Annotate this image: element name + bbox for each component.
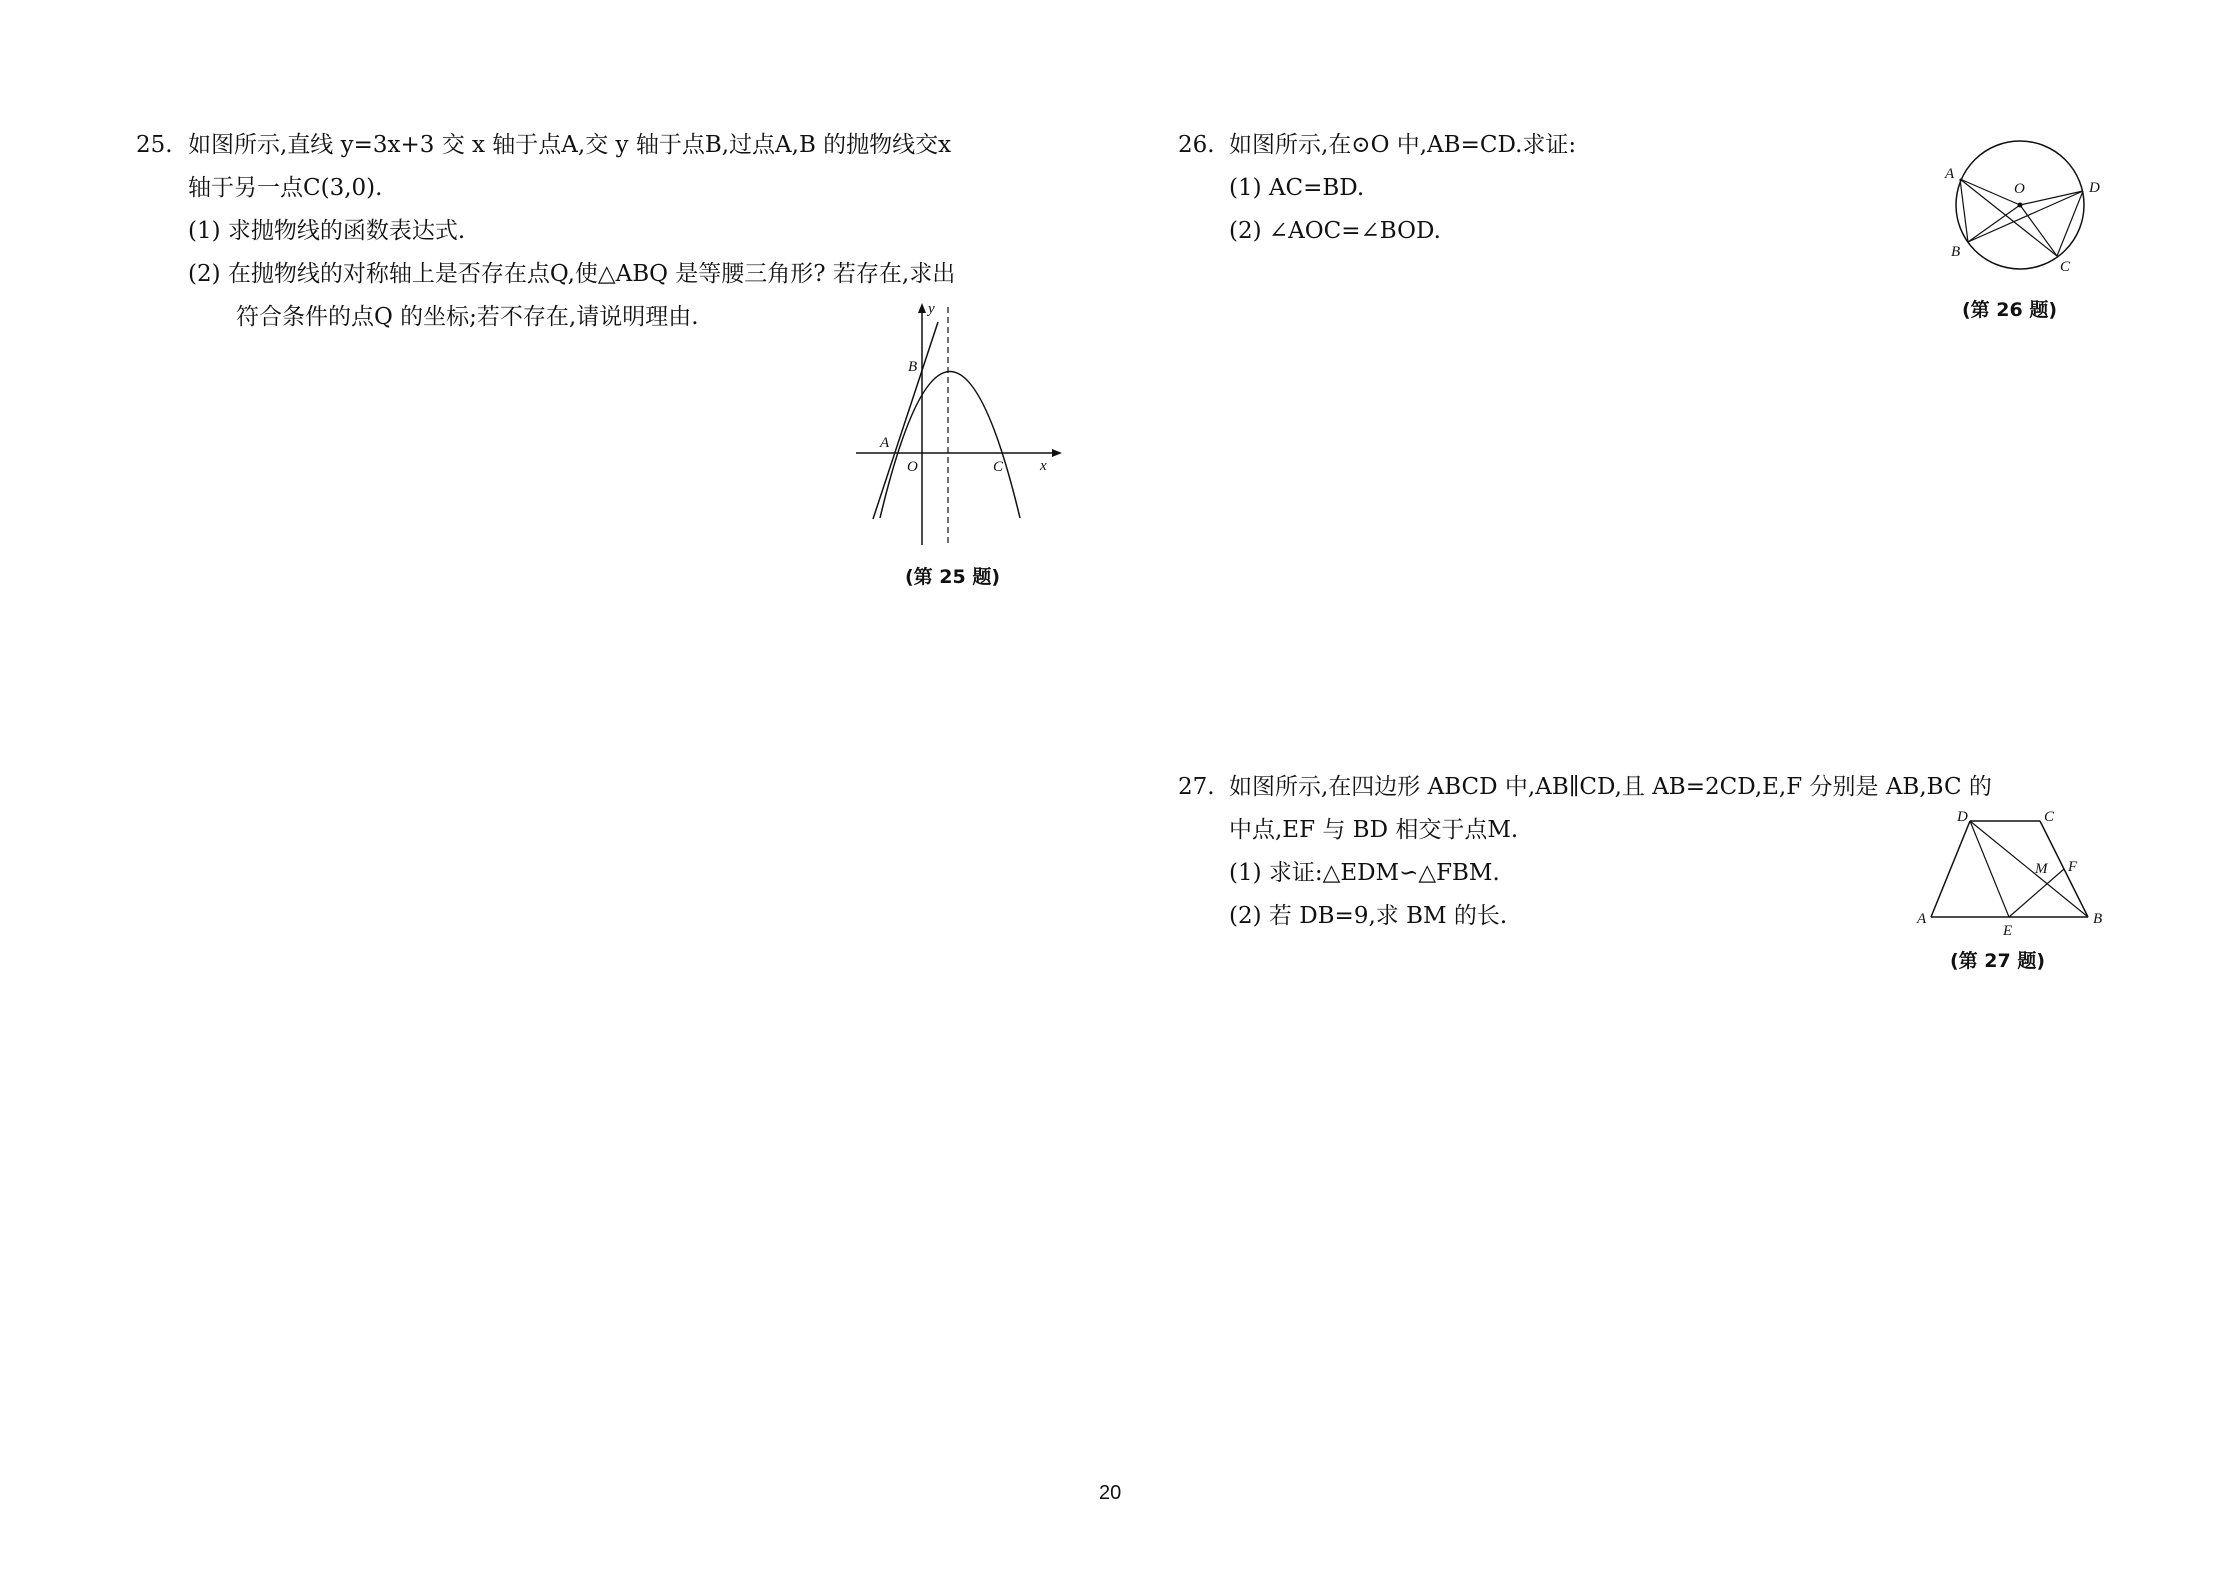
label-C: C: [2060, 259, 2071, 275]
q27-part2: (2) 若 DB=9,求 BM 的长.: [1229, 903, 1508, 929]
label-E: E: [2003, 923, 2013, 939]
x-axis-arrow: [1052, 449, 1062, 457]
label-A: A: [1945, 166, 1955, 182]
segment-ob: [1968, 205, 2020, 242]
label-C: C: [2044, 809, 2055, 825]
label-A: A: [880, 435, 890, 451]
page-number: 20: [1099, 1482, 1122, 1504]
q25-part2a: (2) 在抛物线的对称轴上是否存在点Q,使△ABQ 是等腰三角形? 若存在,求出: [188, 261, 956, 287]
q26-caption: (第 26 题): [1962, 299, 2058, 321]
label-D: D: [2089, 180, 2100, 196]
side-ad: [1931, 821, 1970, 917]
label-O: O: [2014, 181, 2025, 197]
label-y: y: [928, 301, 935, 317]
q25-part1: (1) 求抛物线的函数表达式.: [188, 218, 466, 244]
q27-line2: 中点,EF 与 BD 相交于点M.: [1229, 817, 1519, 843]
label-D: D: [1957, 809, 1968, 825]
label-B: B: [1951, 244, 1961, 260]
q26-part2: (2) ∠AOC=∠BOD.: [1229, 218, 1441, 244]
center-dot: [2018, 203, 2023, 208]
q25-line2: 轴于另一点C(3,0).: [188, 175, 383, 201]
segment-oa: [1960, 179, 2020, 205]
q27-line1: 如图所示,在四边形 ABCD 中,AB∥CD,且 AB=2CD,E,F 分别是 AB,BC 的: [1229, 774, 1992, 800]
q26-number: 26.: [1178, 132, 1215, 158]
label-x: x: [1040, 458, 1047, 474]
y-axis-arrow: [918, 303, 926, 313]
parabola: [880, 372, 1020, 519]
label-B: B: [908, 359, 918, 375]
q26-line1: 如图所示,在⊙O 中,AB=CD.求证:: [1229, 132, 1577, 158]
q27-number: 27.: [1178, 774, 1215, 800]
segment-ab: [1960, 179, 1968, 242]
segment-ac: [1960, 179, 2057, 256]
q25-number: 25.: [136, 132, 173, 158]
q26-part1: (1) AC=BD.: [1229, 175, 1365, 201]
segment-de: [1970, 821, 2009, 917]
q27-caption: (第 27 题): [1950, 950, 2046, 972]
q27-figure: [1905, 805, 2125, 940]
q25-caption: (第 25 题): [905, 566, 1001, 588]
q26-figure: [1925, 125, 2120, 285]
q25-part2b: 符合条件的点Q 的坐标;若不存在,请说明理由.: [236, 304, 699, 330]
label-O: O: [907, 459, 918, 475]
q27-part1: (1) 求证:△EDM∽△FBM.: [1229, 860, 1500, 886]
segment-od: [2020, 191, 2083, 205]
label-C: C: [993, 459, 1004, 475]
line-ab: [873, 322, 938, 519]
label-F: F: [2068, 859, 2078, 875]
q25-figure: [850, 295, 1070, 555]
label-A: A: [1917, 911, 1927, 927]
label-B: B: [2093, 911, 2103, 927]
label-M: M: [2035, 861, 2048, 877]
q25-line1: 如图所示,直线 y=3x+3 交 x 轴于点A,交 y 轴于点B,过点A,B 的抛物线交x: [188, 132, 952, 158]
